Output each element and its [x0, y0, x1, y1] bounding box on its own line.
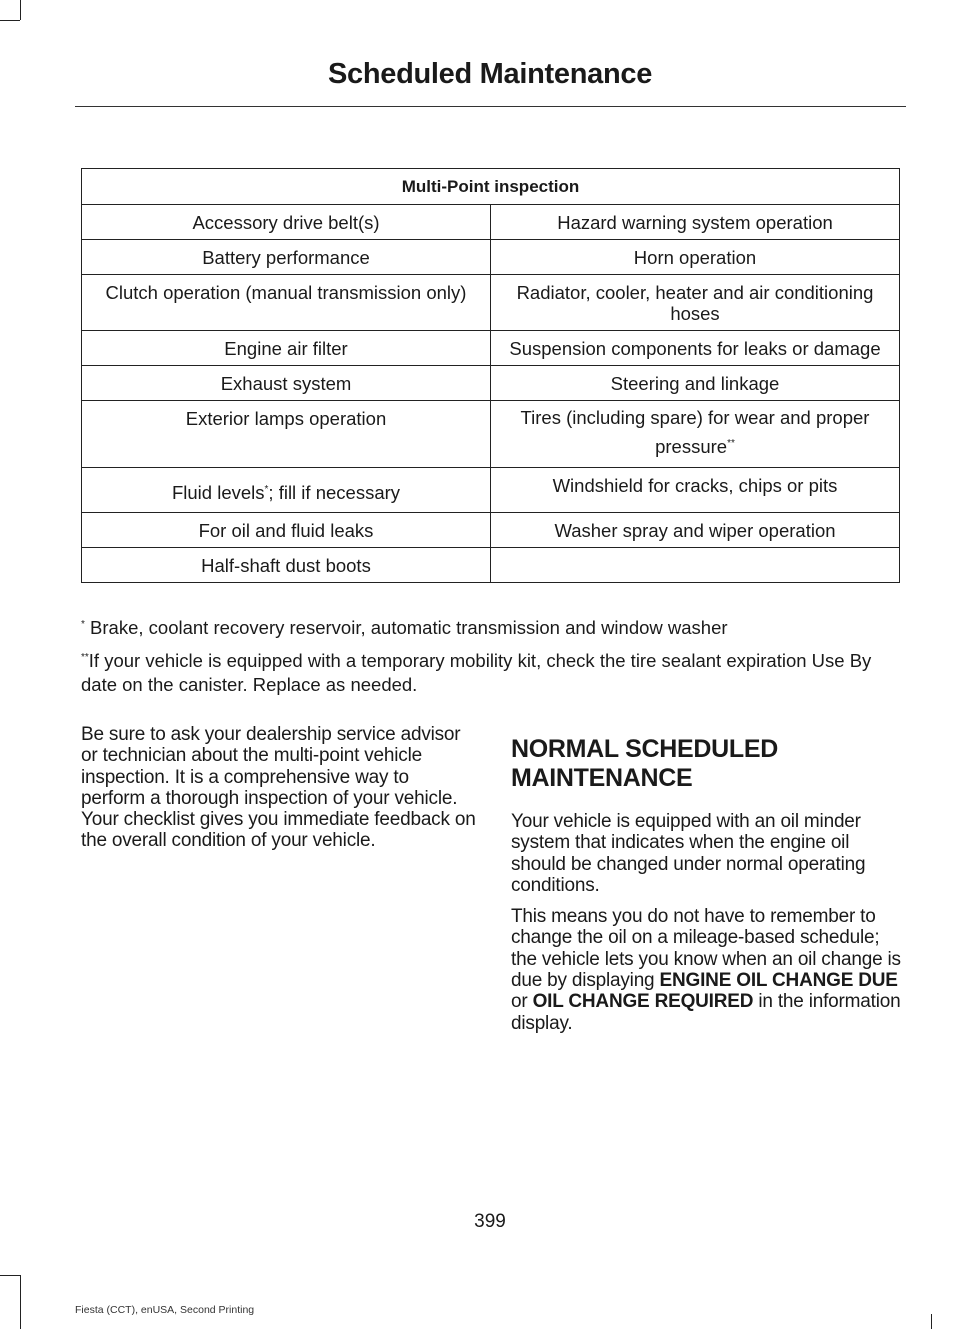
crop-mark: [0, 20, 20, 21]
footer-text: Fiesta (CCT), enUSA, Second Printing: [75, 1304, 255, 1316]
page-title: Scheduled Maintenance: [327, 58, 653, 90]
body-paragraph: Your vehicle is equipped with an oil minder system that indicates when the engine oil should be changed under normal operating conditions.: [511, 811, 866, 896]
table-header-row: [82, 169, 900, 205]
page-number: 399: [474, 1211, 506, 1232]
table-row: [82, 275, 900, 331]
right-column: [511, 811, 903, 1044]
table-cell: Hazard warning system operation: [491, 205, 900, 240]
table-heading: Multi-Point inspection: [82, 169, 900, 205]
display-message: ENGINE OIL CHANGE DUE: [659, 970, 898, 992]
table-row: [82, 240, 900, 275]
heading-line: MAINTENANCE: [511, 764, 693, 792]
cell-text: Fluid levels: [171, 481, 265, 503]
table-row: [82, 331, 900, 366]
table-row: [82, 401, 900, 468]
table-cell: Clutch operation (manual transmission only): [82, 275, 491, 331]
table-cell: Exhaust system: [82, 366, 491, 401]
table-cell: [82, 468, 491, 513]
table-cell: [491, 401, 900, 468]
footnote: [81, 616, 903, 640]
heading-line: NORMAL SCHEDULED: [511, 735, 778, 763]
footnote-mark: **: [81, 651, 89, 663]
table-cell: Radiator, cooler, heater and air conditioning hoses: [491, 275, 900, 331]
cell-text: ; fill if necessary: [268, 481, 401, 503]
section-heading: [511, 735, 901, 793]
table-cell: Suspension components for leaks or damage: [491, 331, 900, 366]
table-cell: Washer spray and wiper operation: [491, 513, 900, 548]
table-cell: Windshield for cracks, chips or pits: [491, 468, 900, 513]
table-row: [82, 205, 900, 240]
footnote-text: Brake, coolant recovery reservoir, automatic transmission and window washer: [84, 617, 728, 638]
footnote-mark: *: [264, 483, 269, 495]
table-row: [82, 468, 900, 513]
table-cell: Battery performance: [82, 240, 491, 275]
table-row: [82, 548, 900, 583]
footnote-text: If your vehicle is equipped with a temporary mobility kit, check the tire sealant expiration Use By date on the canister. Replace as needed.: [81, 650, 872, 695]
multi-point-inspection-table: [81, 168, 900, 583]
cell-text: Tires (including spare) for wear and proper pressure: [520, 407, 870, 457]
table-row: [82, 513, 900, 548]
left-column: [81, 724, 476, 862]
footnote-mark: *: [81, 618, 85, 630]
table-cell: Horn operation: [491, 240, 900, 275]
crop-mark: [931, 1314, 932, 1329]
crop-mark: [20, 1275, 21, 1329]
table-cell: Half-shaft dust boots: [82, 548, 491, 583]
crop-mark: [0, 1275, 20, 1276]
text-run: This means you do not have to remember to change the oil on a mileage-based schedule; the vehicle lets you know when an oil change is due by displaying: [511, 906, 901, 992]
table-cell: Engine air filter: [82, 331, 491, 366]
text-run: in the information display.: [511, 991, 901, 1034]
table-cell: Exterior lamps operation: [82, 401, 491, 468]
header-divider: [75, 106, 906, 107]
crop-mark: [20, 0, 21, 20]
body-paragraph: Be sure to ask your dealership service advisor or technician about the multi-point vehicle inspection. It is a comprehensive way to perform a thorough inspection of your vehicle. Your checklist gives you immediate feedback on the overall condition of your vehicle.: [81, 724, 476, 852]
footnote: [81, 649, 903, 697]
body-paragraph: [511, 906, 903, 1034]
table-cell: Steering and linkage: [491, 366, 900, 401]
table-cell: Accessory drive belt(s): [82, 205, 491, 240]
table-cell: [491, 548, 900, 583]
text-run: or: [511, 991, 533, 1013]
table-row: [82, 366, 900, 401]
display-message: OIL CHANGE REQUIRED: [532, 991, 754, 1013]
footnote-mark: **: [727, 437, 735, 449]
table-cell: For oil and fluid leaks: [82, 513, 491, 548]
